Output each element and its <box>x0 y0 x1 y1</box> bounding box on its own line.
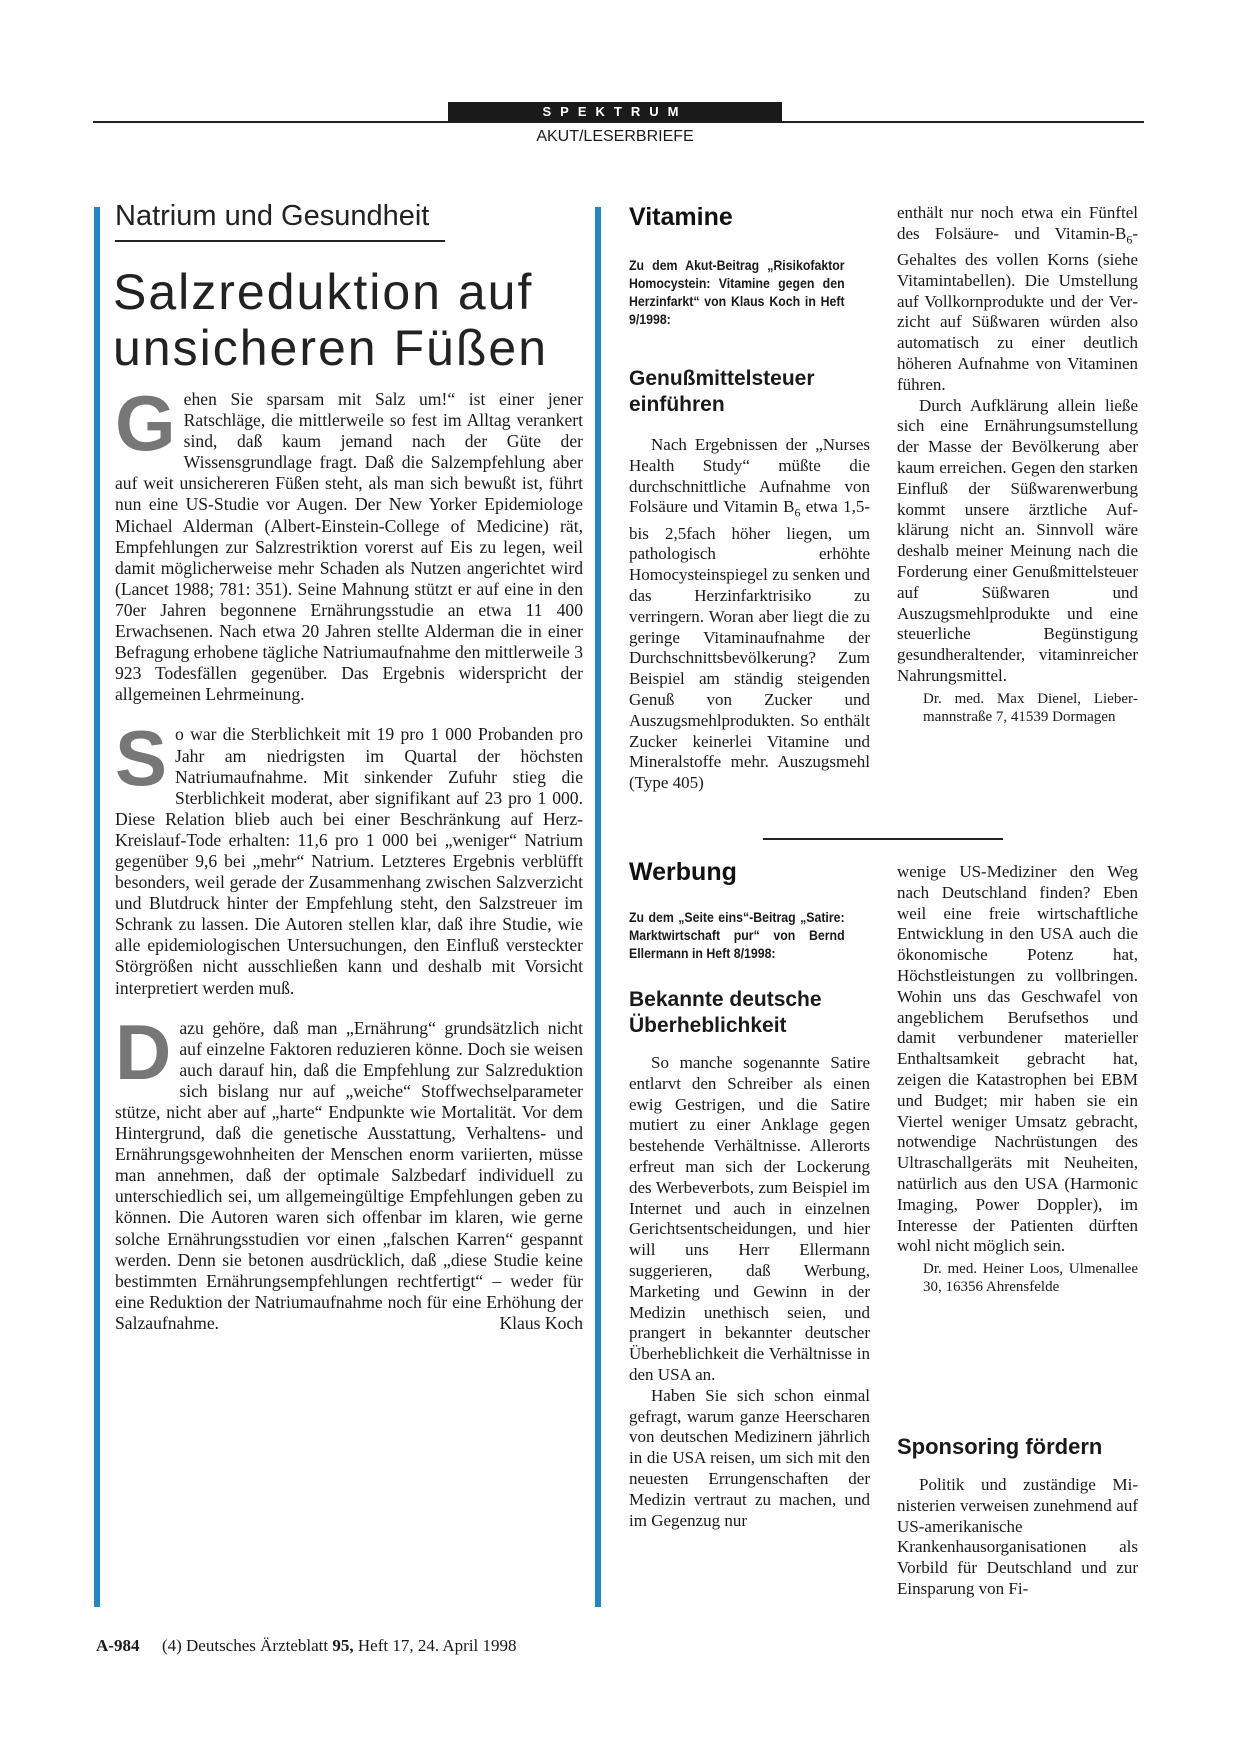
headline-line-2: unsicheren Füßen <box>113 320 549 376</box>
article-headline <box>113 264 583 376</box>
letter-body-werbung-col2: wenige US-Mediziner den Weg nach Deutschland finden? Eben weil eine freie wirtschaftliche Entwicklung in den USA auch die ökonomische Potenz hat, Höchstleistungen zu vollbringen. Wohin uns das Geschwafel von angeblichem Berufsethos und damit verbundener materieller Enthaltsamkeit gebracht hat, zeigen die Katastrophen bei EBM und Budget; mir haben sie ein Viertel weniger Umsatz gebracht, notwendige Nachrüstungen des Ultraschallgeräts mit Neuheiten, natürlich aus den USA (Harmonic Imaging, Power Doppler), im Interesse der Patienten dürften wohl nicht möglich sein. Dr. med. Heiner Loos, Ulmenallee 30, 16356 Ahrensfelde <box>897 862 1138 1296</box>
citation: (4) Deutsches Ärzteblatt 95, Heft 17, 24. April 1998 <box>161 1636 517 1655</box>
article-paragraph-3: Dazu gehöre, daß man „Ernährung“ grundsätzlich nicht auf einzelne Faktoren reduzieren könne. Doch sie weisen auch darauf hin, daß die Empfehlung zur Salzreduktion sich bislang nur auf „weiche“ Stoffwechselparameter stütze, nicht aber auf „harte“ Endpunkte wie Mortalität. Vor dem Hintergrund, daß die genetische Ausstattung, Verhaltens- und Ernährungsgewohnheiten der Menschen enorm variierten, müsse man annehmen, daß der optimale Salzbedarf individuell zu unterschiedlich sei, um allgemeingültige Empfehlungen geben zu können. Die Autoren waren sich offenbar im klaren, wie gerne solche Ernährungsstudien vor einen „falschen Karren“ gespannt werden. Denn sie betonen ausdrücklich, daß „diese Studie keine bestimmten Ernährungsempfehlungen rechtfertigt“ – weder für eine Reduktion der Natriumaufnahme noch für eine Erhöhung der Salzaufnahme. Klaus Koch <box>115 1007 583 1333</box>
letter-body-werbung-col1: So manche sogenannte Satire entlarvt den Schreiber als einen ewig Gestrigen, und die Satire mutiert zu einer Anklage gegen bestehende Verhältnisse. Allerorts erfreut man sich der Lockerung des Werbeverbots, zum Beispiel im Internet und auch in einzelnen Gerichtsentscheidungen, und hier will uns Herr Ellermann suggerieren, daß Werbung, Marketing und Gewinn in der Medizin unethisch seien, und prangert in bekannter deutscher Überheblichkeit die Verhältnisse in den USA an. Haben Sie sich schon einmal gefragt, warum ganze Heerscharen von deutschen Medizinern jährlich in die USA reisen, um sich mit den neuesten Errungenschaften der Medizin vertraut zu machen, und im Gegenzug nur <box>629 1053 870 1530</box>
letters-divider <box>763 838 1003 840</box>
subsection-label: AKUT/LESERBRIEFE <box>536 128 694 145</box>
page-footer <box>96 1636 517 1656</box>
letter-subhead-werbung: Bekannte deutsche Überheblichkeit <box>629 988 822 1037</box>
letter-heading-werbung: Werbung <box>629 858 737 886</box>
letter-signature-werbung: Dr. med. Heiner Loos, Ulmenallee 30, 16356 Ahrensfelde <box>923 1261 1138 1296</box>
article-paragraph-2: So war die Sterblichkeit mit 19 pro 1 000 Probanden pro Jahr am niedrigsten im Quartal der höchsten Natriumaufnahme. Mit sinkender Zufuhr stieg die Sterblichkeit moderat, aber signifikant auf 23 pro 1 000. Diese Relation blieb auch bei einer Beschränkung auf Herz-Kreislauf-Tode erhalten: 11,6 pro 1 000 bei „weniger“ Natrium gegenüber 9,6 bei „mehr“ Natrium. Letzteres Ergebnis verblüfft besonders, weil gerade der Zusammenhang zwischen Salzverzicht und Blutdruck hinter der Empfehlung steht, den Salzstreuer im Schrank zu lassen. Die Autoren stellen klar, daß ihre Studie, wie alle epidemiologischen Untersuchungen, den Einfluß versteckter Störgrößen nicht ausschließen kann und deshalb mit Vorsicht interpretiert werden muß. <box>115 714 583 998</box>
article-accent-bar <box>94 207 100 1607</box>
article-overline: Natrium und Gesundheit <box>115 200 430 232</box>
page-number: A-984 <box>96 1636 140 1655</box>
letter-heading-vitamine: Vitamine <box>629 203 733 231</box>
letters-accent-bar <box>595 207 601 1607</box>
letter-heading-sponsoring: Sponsoring fördern <box>897 1434 1103 1459</box>
letter-body-sponsoring: Politik und zuständige Ministerien verweisen zunehmend auf US-amerikanische Krankenhausorganisationen als Vorbild für Deutschland und zur Einsparung von Fi- <box>897 1475 1138 1598</box>
drop-cap-g: G <box>115 379 176 467</box>
drop-cap-s: S <box>115 714 168 803</box>
letter-body-vitamine-col2: enthält nur noch etwa ein Fünftel des Folsäure- und Vitamin-$B_6$-Gehaltes des vollen Korns (siehe Vitamintabellen). Die Umstellung auf Vollkornprodukte und der Verzicht auf Süßwaren würden also automatisch zu einer deutlich höheren Aufnahme von Vitaminen führen. Durch Aufklärung allein ließe sich eine Ernährungsumstellung der Masse der Bevölkerung aber kaum erreichen. Gegen den starken Einfluß der Süßwarenwerbung kommt unsere ärztliche Aufklärung nicht an. Sinnvoll wäre deshalb meiner Meinung nach die Forderung einer Genußmittelsteuer auf Süßwaren und Auszugsmehlprodukte und eine steuerliche Begünstigung gesundheraltender, vitaminreicher Nahrungsmittel. Dr. med. Max Dienel, Liebermannstraße 7, 41539 Dormagen <box>897 203 1138 725</box>
drop-cap-d: D <box>115 1007 172 1096</box>
letter-body-vitamine-col1: Nach Ergebnissen der „Nurses Health Study“ müßte die durchschnittliche Aufnahme von Folsäure und Vitamin $B_6$ etwa 1,5- bis 2,5fach höher liegen, um pathologisch erhöhte Homocysteinspiegel zu senken und das Herzinfarktrisiko zu verringern. Woran aber liegt die zu geringe Vitaminaufnahme der Durchschnittsbevölkerung? Zum Beispiel am ständig steigenden Genuß von Zucker und Auszugsmehlprodukten. So enthält Zucker keinerlei Vitamine und Mineralstoffe mehr. Auszugsmehl (Type 405) <box>629 435 870 793</box>
article-author: Klaus Koch <box>499 1312 583 1333</box>
letter-subhead-vitamine: Genußmittelsteuer einführen <box>629 367 815 416</box>
article-body <box>115 379 584 1334</box>
overline-underline <box>115 240 445 242</box>
headline-line-1: Salzreduktion auf <box>113 264 534 320</box>
letter-signature-vitamine: Dr. med. Max Dienel, Liebermannstraße 7, 41539 Dormagen <box>923 690 1138 725</box>
letter-reference-vitamine: Zu dem Akut-Beitrag „Risikofaktor Homocystein: Vitamine gegen den Herzinfarkt“ von Klaus Koch in Heft 9/1998: <box>629 257 845 327</box>
section-label: SPEKTRUM <box>448 102 782 122</box>
letter-reference-werbung: Zu dem „Seite eins“-Beitrag „Satire: Marktwirtschaft pur“ von Bernd Ellermann in Heft 8/1998: <box>629 909 845 961</box>
article-paragraph-1: Gehen Sie sparsam mit Salz um!“ ist einer jener Ratschläge, die mittlerweile so fest im Alltag verankert sind, daß kaum jemand nach der Güte der Wissensgrundlage fragt. Daß die Salzempfehlung aber auf weit unsichereren Füßen steht, als man sich bewußt ist, führt nun eine US-Studie vor Augen. Der New Yorker Epidemiologe Michael Alderman (Albert-Einstein-College of Medicine) rät, Empfehlungen zur Salzrestriktion vorerst auf Eis zu legen, weil damit möglicherweise mehr Schaden als Nutzen angerichtet wird (Lancet 1988; 781: 351). Seine Mahnung stützt er auf eine in den 70er Jahren begonnene Ernährungsstudie an etwa 11 400 Erwachsenen. Nach etwa 20 Jahren stellte Alderman die in einer Befragung erhobene tägliche Natriumaufnahme den mittlerweile 3 923 Todesfällen gegenüber. Das Ergebnis widerspricht der allgemeinen Lehrmeinung. <box>115 379 584 705</box>
